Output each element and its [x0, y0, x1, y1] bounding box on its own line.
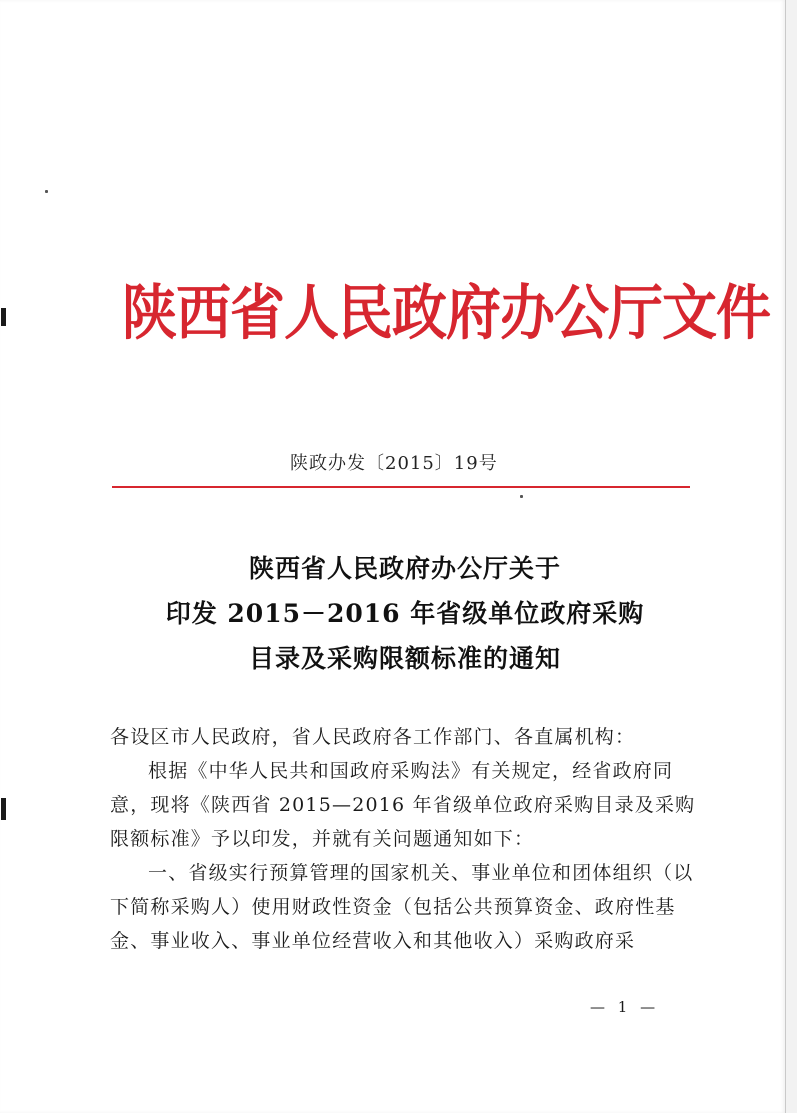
document-header-title: 陕西省人民政府办公厅文件 [122, 277, 771, 348]
body-paragraph: 一、省级实行预算管理的国家机关、事业单位和团体组织（以下简称采购人）使用财政性资金（包括公共预算资金、政府性基金、事业收入、事业单位经营收入和其他收入）采购政府采 [110, 862, 694, 952]
page-number: — 1 — [590, 998, 660, 1016]
document-number: 陕政办发〔2015〕19号 [290, 453, 498, 474]
red-divider-line [112, 486, 690, 488]
body-paragraph: 根据《中华人民共和国政府采购法》有关规定，经省政府同意，现将《陕西省 2015—2016 年省级单位政府采购目录及采购限额标准》予以印发，并就有关问题通知如下： [110, 760, 696, 850]
binding-mark [1, 798, 6, 820]
salutation: 各设区市人民政府，省人民政府各工作部门、各直属机构： [110, 726, 636, 748]
notice-title-line: 目录及采购限额标准的通知 [248, 644, 561, 673]
document-body [110, 720, 700, 958]
binding-mark [1, 308, 6, 326]
scan-speck [520, 495, 523, 498]
notice-title-line: 印发 2015－2016 年省级单位政府采购 [165, 599, 645, 628]
notice-title [110, 546, 700, 681]
scan-speck [45, 190, 48, 193]
notice-title-line: 陕西省人民政府办公厅关于 [248, 554, 561, 583]
